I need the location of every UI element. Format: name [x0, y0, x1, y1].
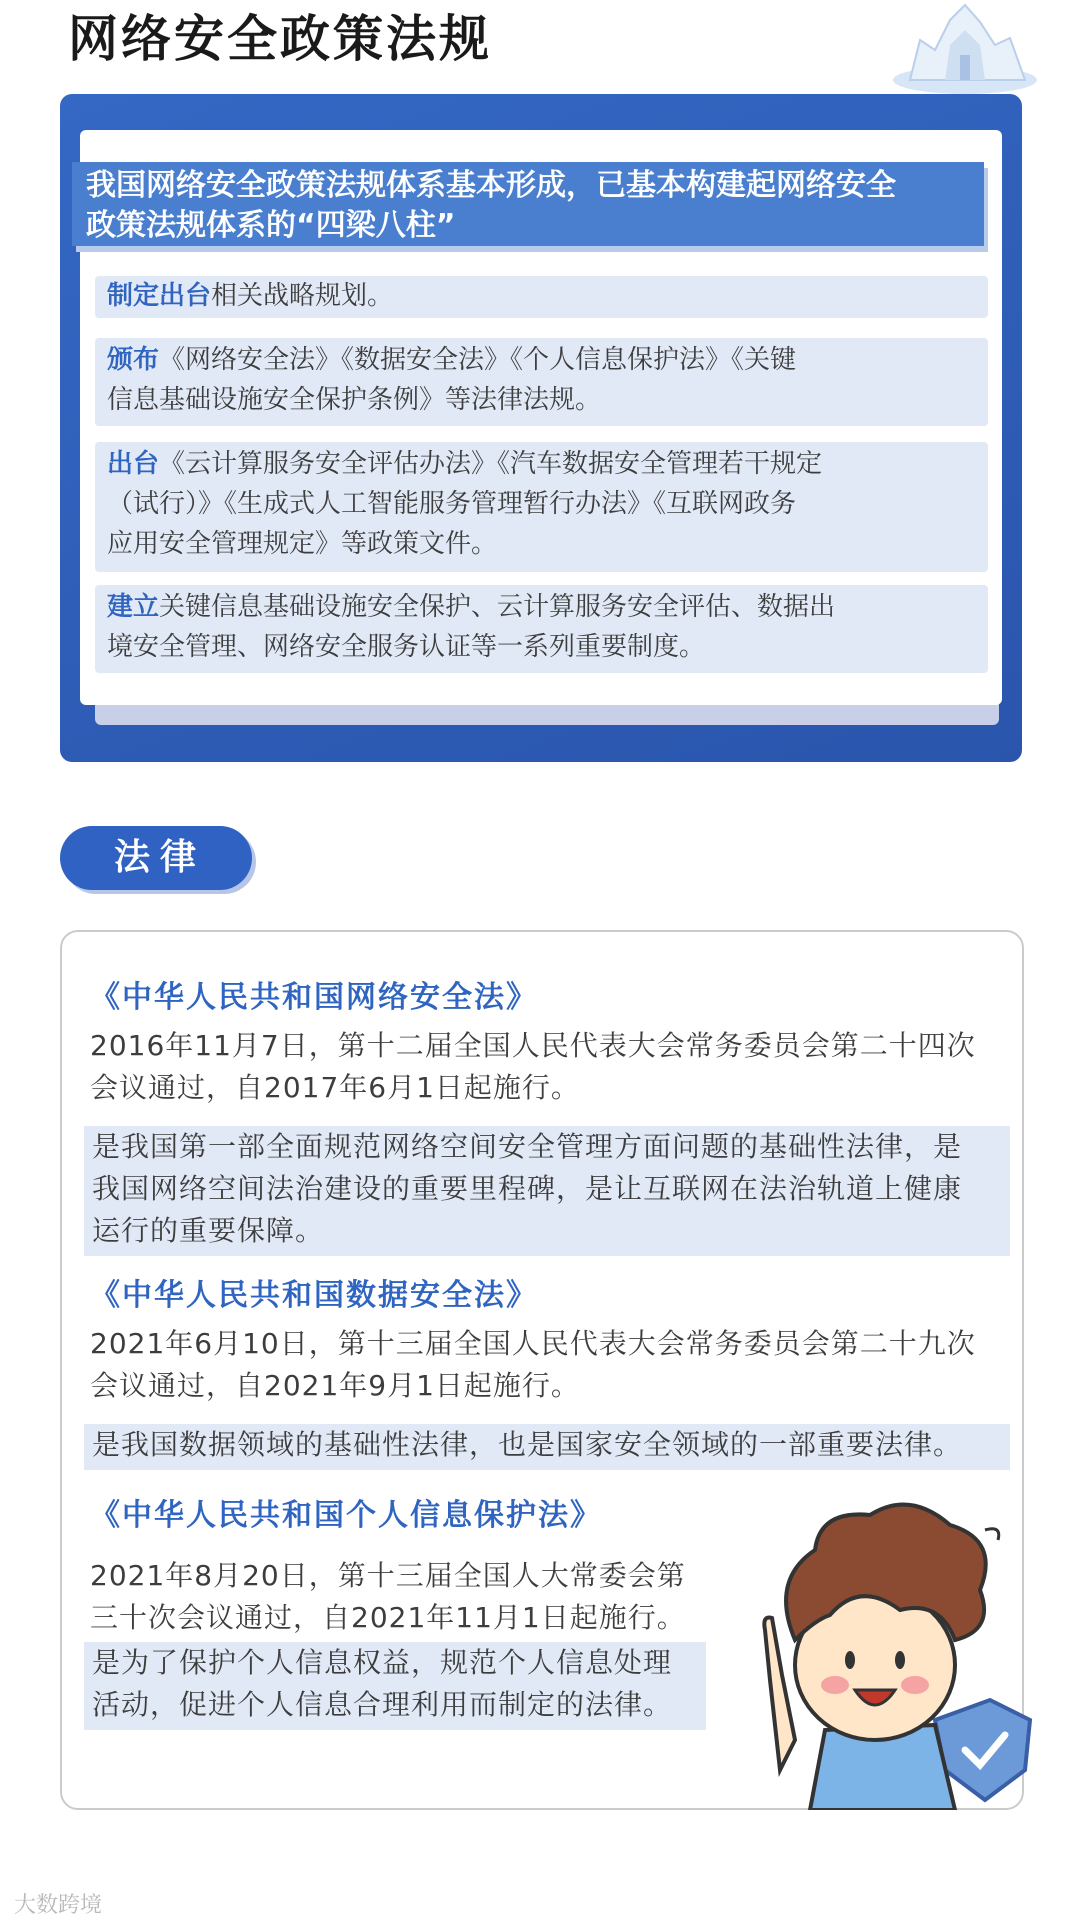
- law-significance: 是为了保护个人信息权益，规范个人信息处理 活动，促进个人信息合理利用而制定的法律。: [84, 1642, 706, 1730]
- page-title: 网络安全政策法规: [68, 10, 492, 68]
- watermark: 大数跨境: [14, 1893, 103, 1918]
- law-title: 《中华人民共和国数据安全法》: [90, 1278, 538, 1313]
- policy-item-systems: 建立关键信息基础设施安全保护、云计算服务安全评估、数据出 境安全管理、网络安全服务认证等一系列重要制度。: [95, 585, 988, 673]
- law-significance: 是我国第一部全面规范网络空间安全管理方面问题的基础性法律，是 我国网络空间法治建设的重要里程碑，是让互联网在法治轨道上健康 运行的重要保障。: [84, 1126, 1010, 1256]
- law-date-text: 2016年11月7日，第十二届全国人民代表大会常务委员会第二十四次 会议通过，自2017年6月1日起施行。: [90, 1029, 976, 1104]
- headline-line-1: 我国网络安全政策法规体系基本形成，已基本构建起网络安全: [86, 168, 896, 203]
- law-date-text: 2021年6月10日，第十三届全国人民代表大会常务委员会第二十九次 会议通过，自2021年9月1日起施行。: [90, 1327, 976, 1402]
- policy-item-key: 建立: [107, 592, 160, 622]
- section-label-law: 法律: [60, 826, 252, 890]
- castle-illustration: [890, 0, 1040, 95]
- policy-item-strategy: 制定出台相关战略规划。: [95, 276, 988, 318]
- law-significance: 是我国数据领域的基础性法律，也是国家安全领域的一部重要法律。: [84, 1424, 1010, 1470]
- policy-item-documents: 出台《云计算服务安全评估办法》《汽车数据安全管理若干规定 （试行）》《生成式人工智能服务管理暂行办法》《互联网政务 应用安全管理规定》等政策文件。: [95, 442, 988, 572]
- policy-item-key: 颁布: [107, 345, 160, 375]
- overview-headline: [72, 162, 984, 246]
- policy-item-key: 制定出台: [107, 281, 212, 311]
- headline-line-2: 政策法规体系的“四梁八柱”: [86, 208, 456, 243]
- policy-item-laws: 颁布《网络安全法》《数据安全法》《个人信息保护法》《关键 信息基础设施安全保护条例》等法律法规。: [95, 338, 988, 426]
- law-title: 《中华人民共和国网络安全法》: [90, 980, 538, 1015]
- headline-quote: “四梁八柱”: [296, 208, 456, 243]
- policy-item-key: 出台: [107, 449, 160, 479]
- law-title: 《中华人民共和国个人信息保护法》: [90, 1498, 602, 1533]
- law-date-text: 2021年8月20日，第十三届全国人大常委会第 三十次会议通过，自2021年11月1日起施行。: [90, 1559, 686, 1634]
- mascot-illustration: [740, 1470, 1040, 1810]
